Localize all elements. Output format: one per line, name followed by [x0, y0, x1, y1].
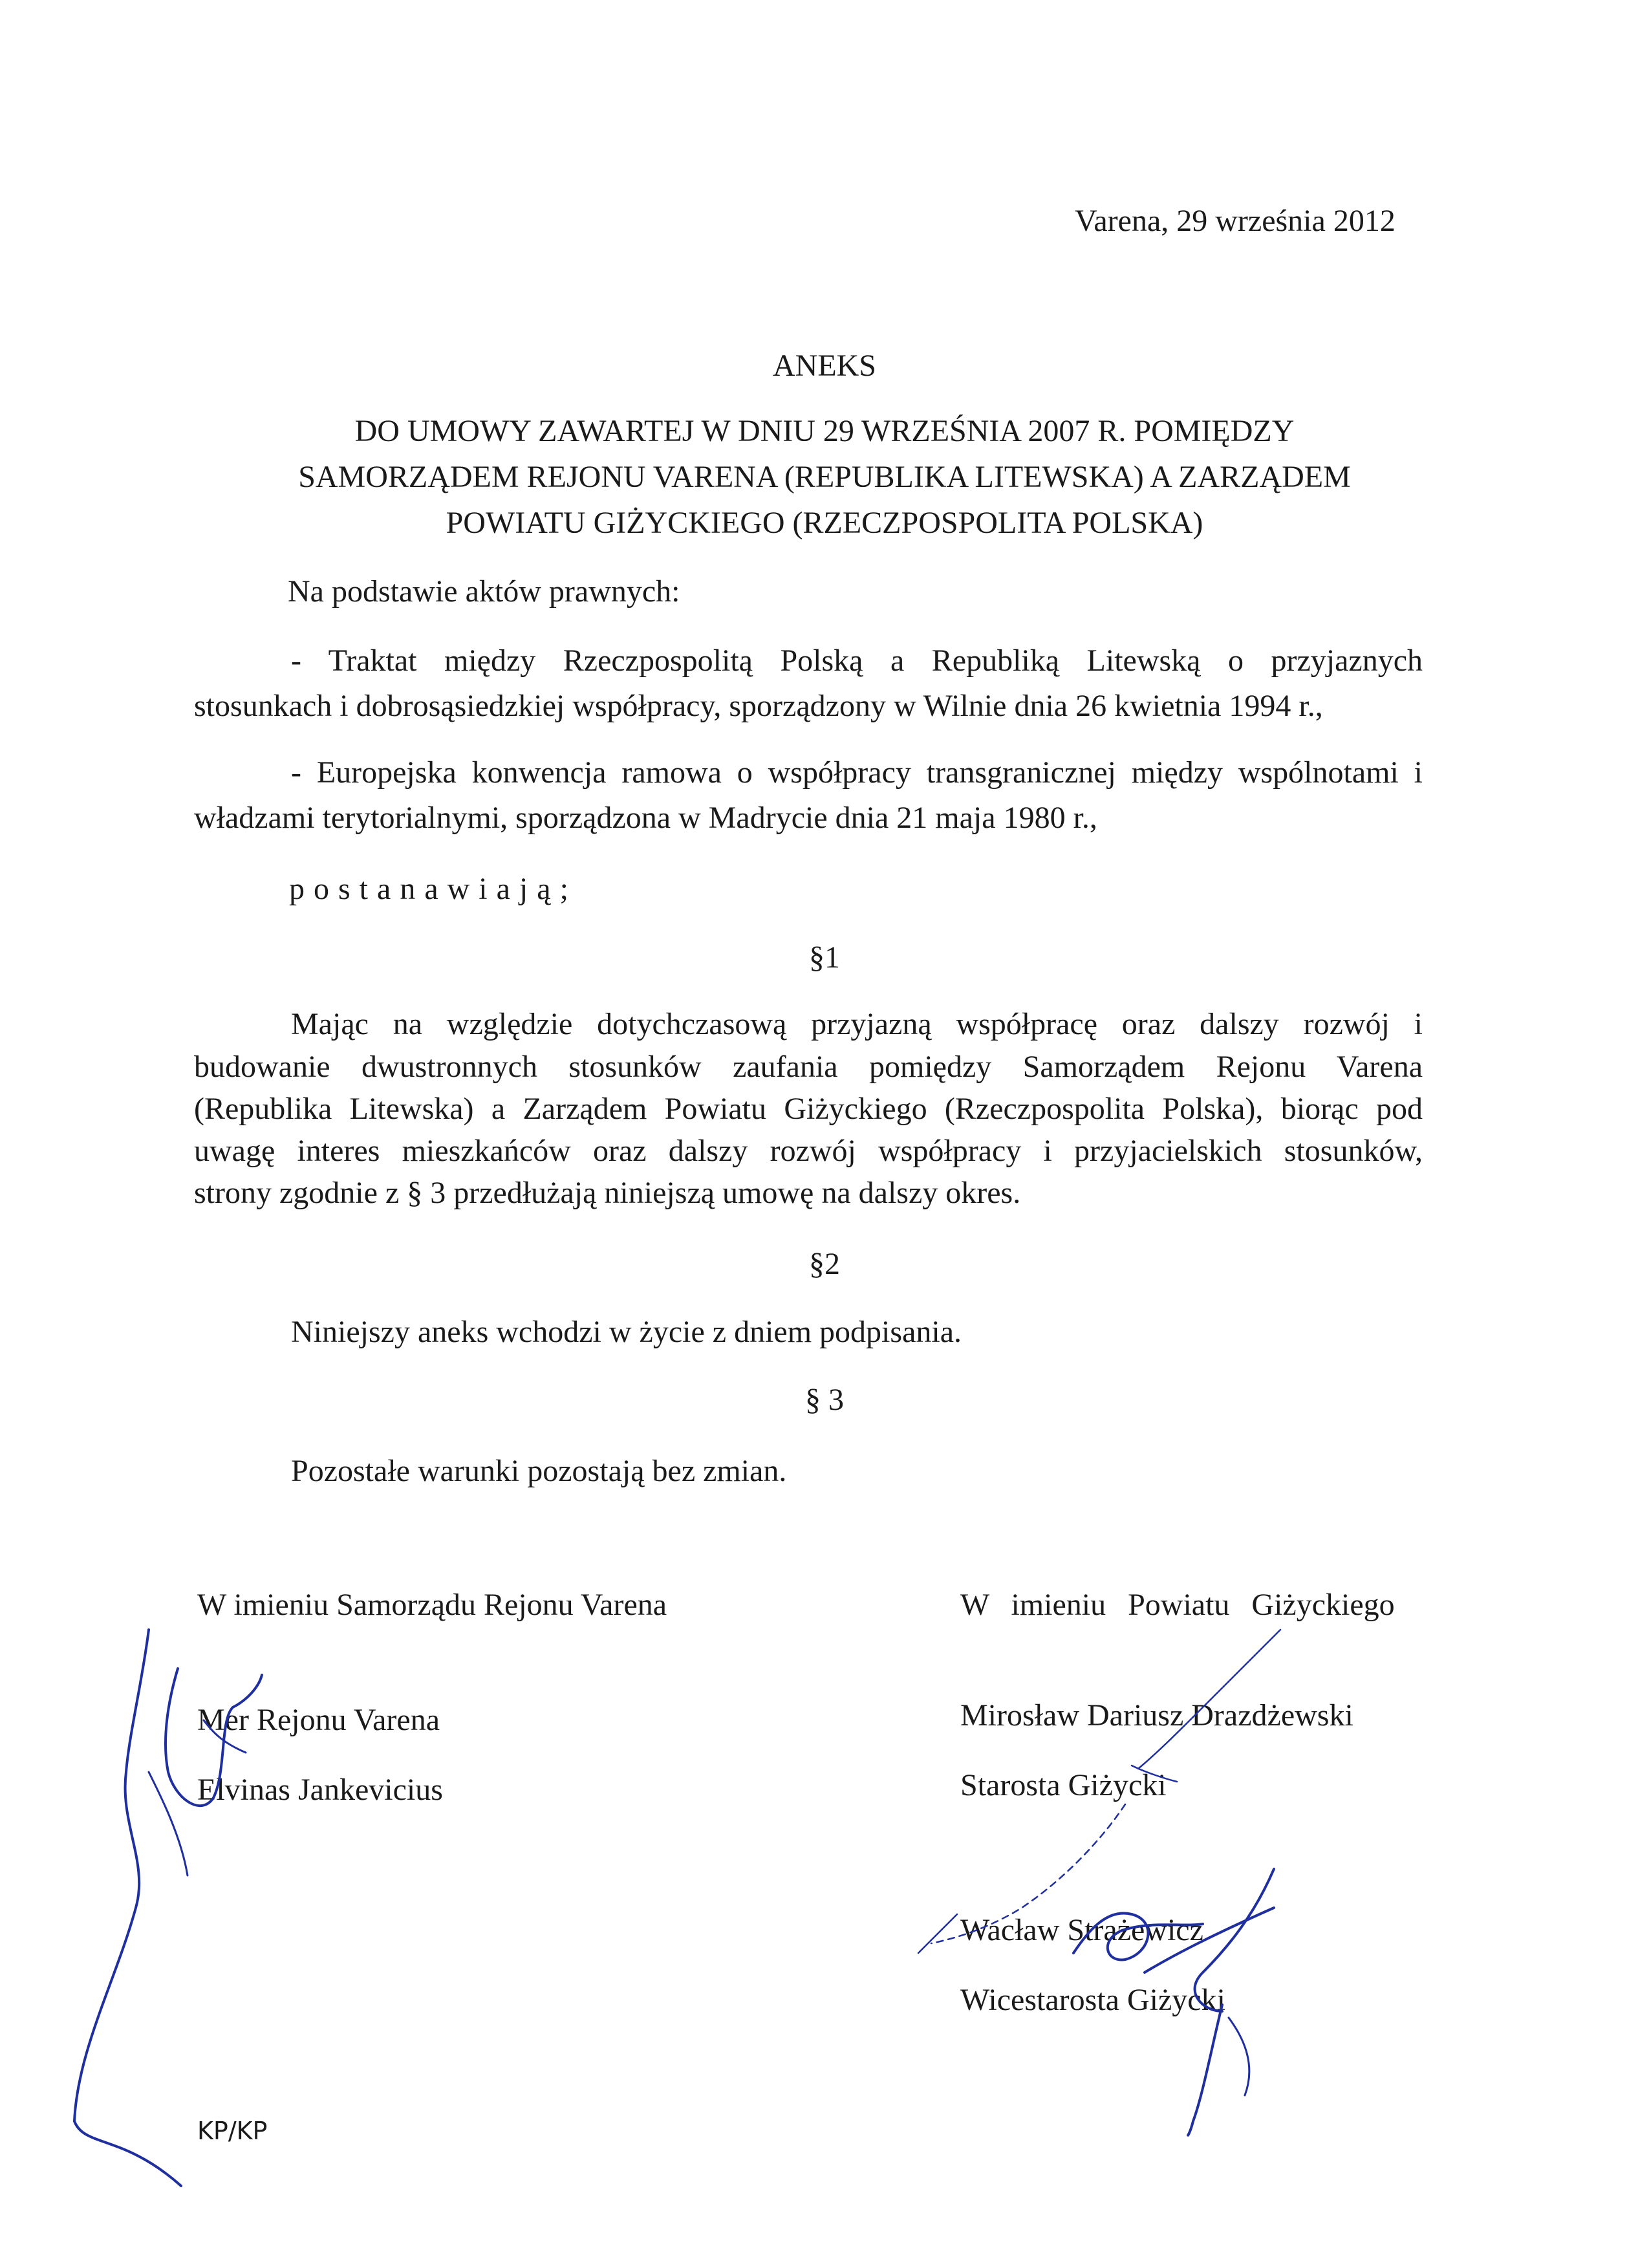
right-handwritten-signature-2 — [1061, 1863, 1332, 2141]
section-1-line-3: (Republika Litewska) a Zarządem Powiatu Giżyckiego (Rzeczpospolita Polska), biorąc pod — [194, 1092, 1423, 1126]
section-2-text: Niniejszy aneks wchodzi w życie z dniem podpisania. — [291, 1315, 962, 1349]
right-signatory-header: W imieniu Powiatu Giżyckiego — [960, 1588, 1395, 1622]
resolution-word: postanawiają; — [289, 872, 577, 906]
place-date: Varena, 29 września 2012 — [1075, 204, 1396, 238]
subtitle-line-3: POWIATU GIŻYCKIEGO (RZECZPOSPOLITA POLSKA) — [446, 506, 1203, 540]
document-title: ANEKS — [772, 349, 876, 383]
basis-1-line-2: stosunkach i dobrosąsiedzkiej współpracy, sporządzony w Wilnie dnia 26 kwietnia 1994 r., — [194, 689, 1323, 723]
reference-code: KP/KP — [197, 2117, 268, 2145]
section-3-text: Pozostałe warunki pozostają bez zmian. — [291, 1454, 787, 1488]
subtitle-line-1: DO UMOWY ZAWARTEJ W DNIU 29 WRZEŚNIA 2007 R. POMIĘDZY — [354, 414, 1295, 448]
section-1-line-1: Mając na względzie dotychczasową przyjazną współpracę oraz dalszy rozwój i — [291, 1007, 1423, 1041]
right-signatory-name-2: Wacław Strażewicz — [960, 1913, 1203, 1947]
section-1-heading: §1 — [809, 940, 840, 975]
basis-1-line-1: - Traktat między Rzeczpospolitą Polską a Republiką Litewską o przyjaznych — [291, 643, 1423, 678]
left-signatory-name: Elvinas Jankevicius — [197, 1773, 443, 1807]
left-signatory-header: W imieniu Samorządu Rejonu Varena — [197, 1588, 667, 1622]
right-signatory-title-2: Wicestarosta Giżycki — [960, 1983, 1225, 2017]
right-signatory-title-1: Starosta Giżycki — [960, 1768, 1167, 1802]
section-2-heading: §2 — [809, 1247, 840, 1281]
intro-text: Na podstawie aktów prawnych: — [288, 574, 680, 609]
basis-2-line-1: - Europejska konwencja ramowa o współpracy transgranicznej między wspólnotami i — [291, 755, 1423, 790]
right-signatory-name-1: Mirosław Dariusz Drazdżewski — [960, 1698, 1353, 1733]
section-1-line-2: budowanie dwustronnych stosunków zaufania pomiędzy Samorządem Rejonu Varena — [194, 1050, 1423, 1084]
basis-2-line-2: władzami terytorialnymi, sporządzona w Madrycie dnia 21 maja 1980 r., — [194, 801, 1097, 835]
section-3-heading: § 3 — [805, 1383, 844, 1417]
section-1-line-5: strony zgodnie z § 3 przedłużają niniejszą umowę na dalszy okres. — [194, 1176, 1021, 1210]
left-signatory-title: Mer Rejonu Varena — [197, 1703, 440, 1737]
section-1-line-4: uwagę interes mieszkańców oraz dalszy rozwój współpracy i przyjacielskich stosunków, — [194, 1134, 1423, 1168]
subtitle-line-2: SAMORZĄDEM REJONU VARENA (REPUBLIKA LITEWSKA) A ZARZĄDEM — [298, 460, 1351, 494]
left-handwritten-signature — [52, 1604, 310, 2186]
